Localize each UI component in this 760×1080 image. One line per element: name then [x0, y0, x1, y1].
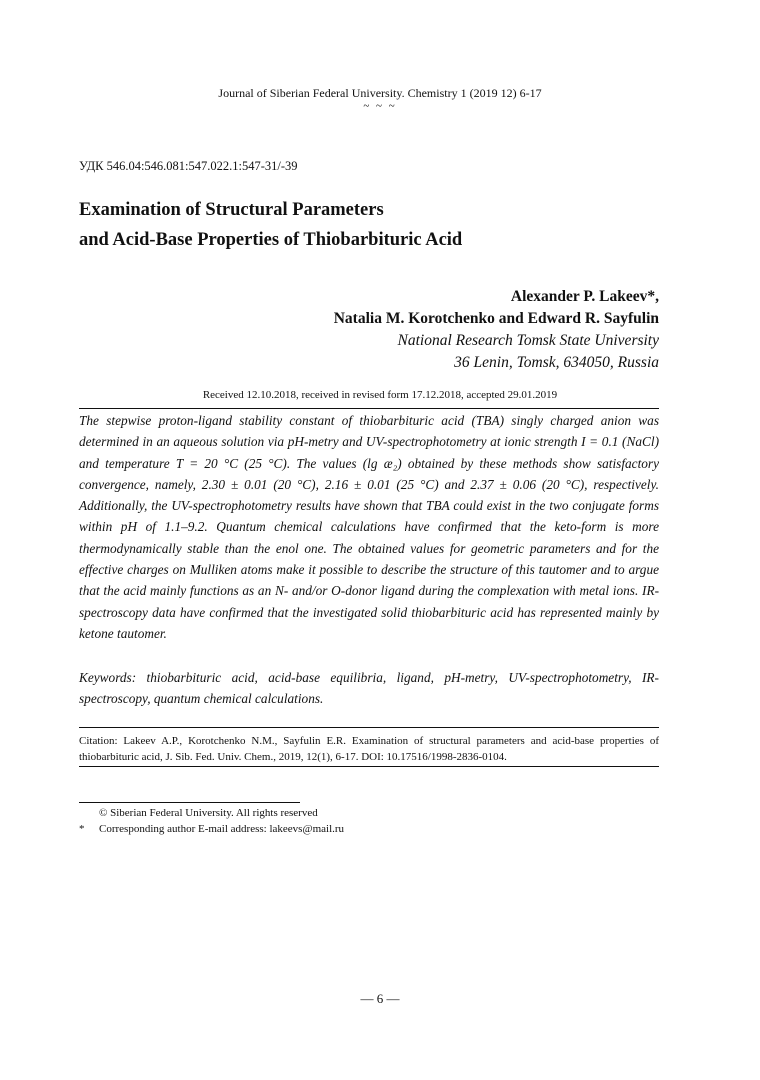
title-line-2: and Acid-Base Properties of Thiobarbituric Acid: [79, 230, 463, 250]
author-line-1: Alexander P. Lakeev*,: [510, 288, 659, 305]
journal-header: Journal of Siberian Federal University. Chemistry 1 (2019 12) 6-17: [218, 86, 542, 100]
udc-code: УДК 546.04:546.081:547.022.1:547-31/-39: [79, 159, 298, 173]
corresponding-text: Corresponding author E-mail address: lakeevs@mail.ru: [99, 823, 345, 835]
abstract: The stepwise proton-ligand stability constant of thiobarbituric acid (TBA) singly charged anion was determined in an aqueous solution via pH-metry and UV-spectrophotometry at ionic strength I = 0.1 (NaCl) and temperature T = 20 °C (25 °C). The values (lg æ₂) obtained by these methods show satisfactory convergence, namely, 2.30 ± 0.01 (20 °C), 2.16 ± 0.01 (25 °C) and 2.37 ± 0.06 (20 °C), respectively. Additionally, the UV-spectrophotometry results have shown that TBA could exist in the two conjugate forms within pH of 1.1–9.2. Quantum chemical calculations have confirmed that the keto-form is more thermodynamically stable than the enol one. The obtained values for geometric parameters and for the effective charges on Mulliken atoms make it possible to describe the structure of this tautomer and to argue that the acid mainly functions as an N- and/or O-donor ligand during the complexation with metal ions. IR-spectroscopy data have confirmed that the investigated solid thiobarbituric acid has represented mainly by ketone tautomer.: [79, 413, 659, 641]
title-line-1: Examination of Structural Parameters: [79, 200, 384, 220]
abstract-top-rule: [79, 408, 659, 409]
citation-bottom-rule: [79, 766, 659, 767]
keywords: Keywords: thiobarbituric acid, acid-base equilibria, ligand, pH-metry, UV-spectrophotometry, IR-spectroscopy, quantum chemical calculations.: [79, 670, 659, 706]
affiliation-line-2: 36 Lenin, Tomsk, 634050, Russia: [454, 354, 659, 371]
received-dates: Received 12.10.2018, received in revised form 17.12.2018, accepted 29.01.2019: [202, 389, 558, 401]
footnote-rule: [79, 802, 300, 803]
page-number: — 6 —: [360, 991, 400, 1006]
author-line-2: Natalia M. Korotchenko and Edward R. Sayfulin: [333, 310, 659, 327]
footnote-mark: *: [79, 823, 85, 835]
copyright-text: © Siberian Federal University. All rights reserved: [99, 807, 318, 819]
citation-top-rule: [79, 727, 659, 728]
header-separator: ~ ~ ~: [363, 100, 397, 112]
affiliation-line-1: National Research Tomsk State University: [397, 332, 659, 349]
citation: Citation: Lakeev A.P., Korotchenko N.M., Sayfulin E.R. Examination of structural parameters and acid-base properties of thiobarbituric acid, J. Sib. Fed. Univ. Chem., 2019, 12(1), 6-17. DOI: 10.17516/1998-2836-0104.: [79, 735, 659, 763]
authors-block: [334, 286, 659, 374]
footnote-corresponding: [79, 821, 344, 837]
article-title: [79, 195, 679, 255]
footnote-copyright: [79, 805, 318, 821]
